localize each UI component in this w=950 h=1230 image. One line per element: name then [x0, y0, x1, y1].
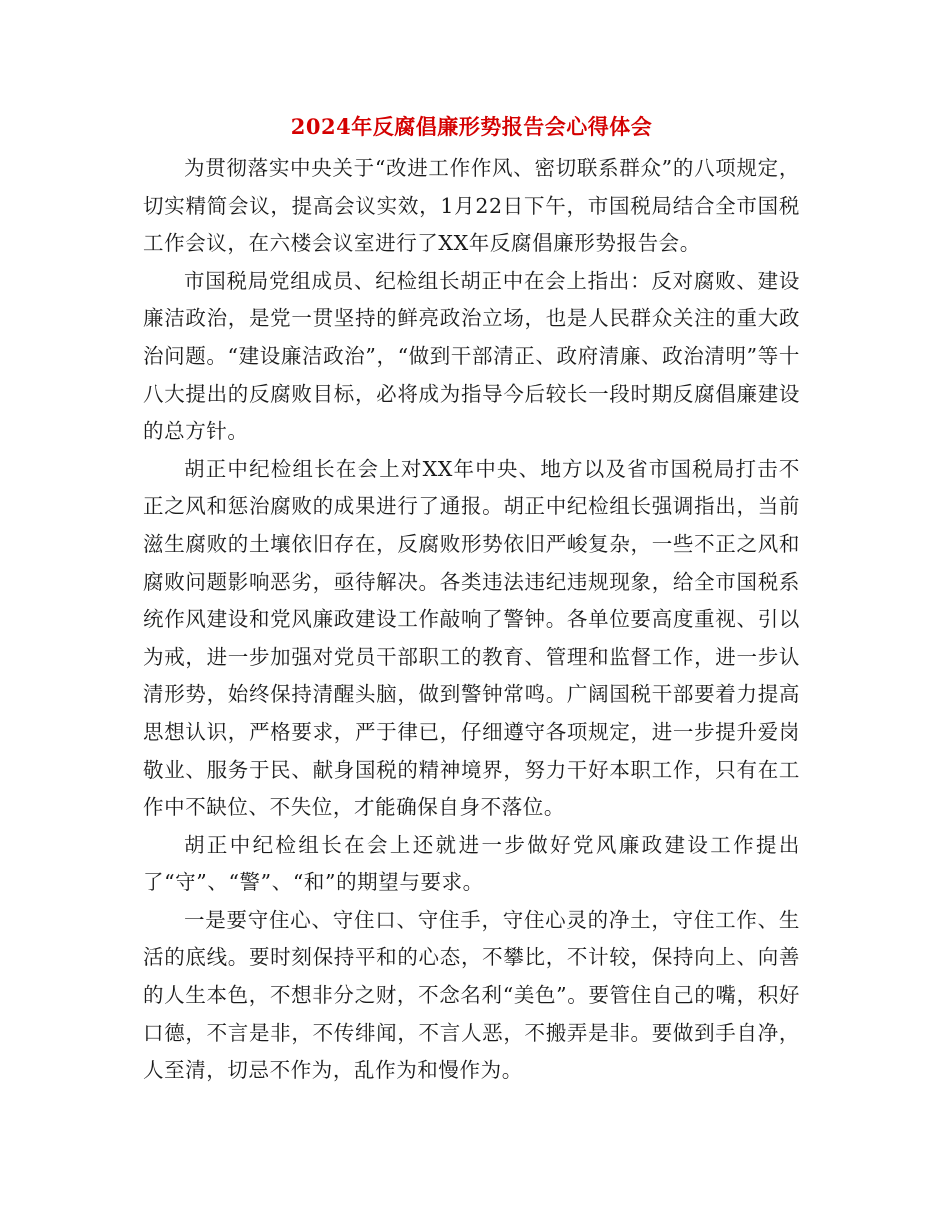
paragraph-2: 市国税局党组成员、纪检组长胡正中在会上指出：反对腐败、建设廉洁政治，是党一贯坚持的鲜亮政治立场，也是人民群众关注的重大政治问题。“建设廉洁政治”，“做到干部清正、政府清廉、政治清明”等十八大提出的反腐败目标，必将成为指导今后较长一段时期反腐倡廉建设的总方针。 [143, 268, 800, 444]
paragraph-1: 为贯彻落实中央关于“改进工作作风、密切联系群众”的八项规定，切实精简会议，提高会议实效，1月22日下午，市国税局结合全市国税工作会议，在六楼会议室进行了XX年反腐倡廉形势报告会。 [143, 156, 800, 256]
paragraph-4: 胡正中纪检组长在会上还就进一步做好党风廉政建设工作提出了“守”、“警”、“和”的期望与要求。 [143, 832, 800, 895]
document-title: 2024年反腐倡廉形势报告会心得体会 [290, 114, 653, 139]
paragraph-3: 胡正中纪检组长在会上对XX年中央、地方以及省市国税局打击不正之风和惩治腐败的成果进行了通报。胡正中纪检组长强调指出，当前滋生腐败的土壤依旧存在，反腐败形势依旧严峻复杂，一些不正之风和腐败问题影响恶劣，亟待解决。各类违法违纪违规现象，给全市国税系统作风建设和党风廉政建设工作敲响了警钟。各单位要高度重视、引以为戒，进一步加强对党员干部职工的教育、管理和监督工作，进一步认清形势，始终保持清醒头脑，做到警钟常鸣。广阔国税干部要着力提高思想认识，严格要求，严于律已，仔细遵守各项规定，进一步提升爱岗敬业、服务于民、献身国税的精神境界，努力干好本职工作，只有在工作中不缺位、不失位，才能确保自身不落位。 [143, 456, 800, 820]
paragraph-5: 一是要守住心、守住口、守住手，守住心灵的净土，守住工作、生活的底线。要时刻保持平和的心态，不攀比，不计较，保持向上、向善的人生本色，不想非分之财，不念名利“美色”。要管住自己的嘴，积好口德，不言是非，不传绯闻，不言人恶，不搬弄是非。要做到手自净，人至清，切忌不作为，乱作为和慢作为。 [143, 907, 800, 1083]
document-page [143, 110, 800, 1090]
